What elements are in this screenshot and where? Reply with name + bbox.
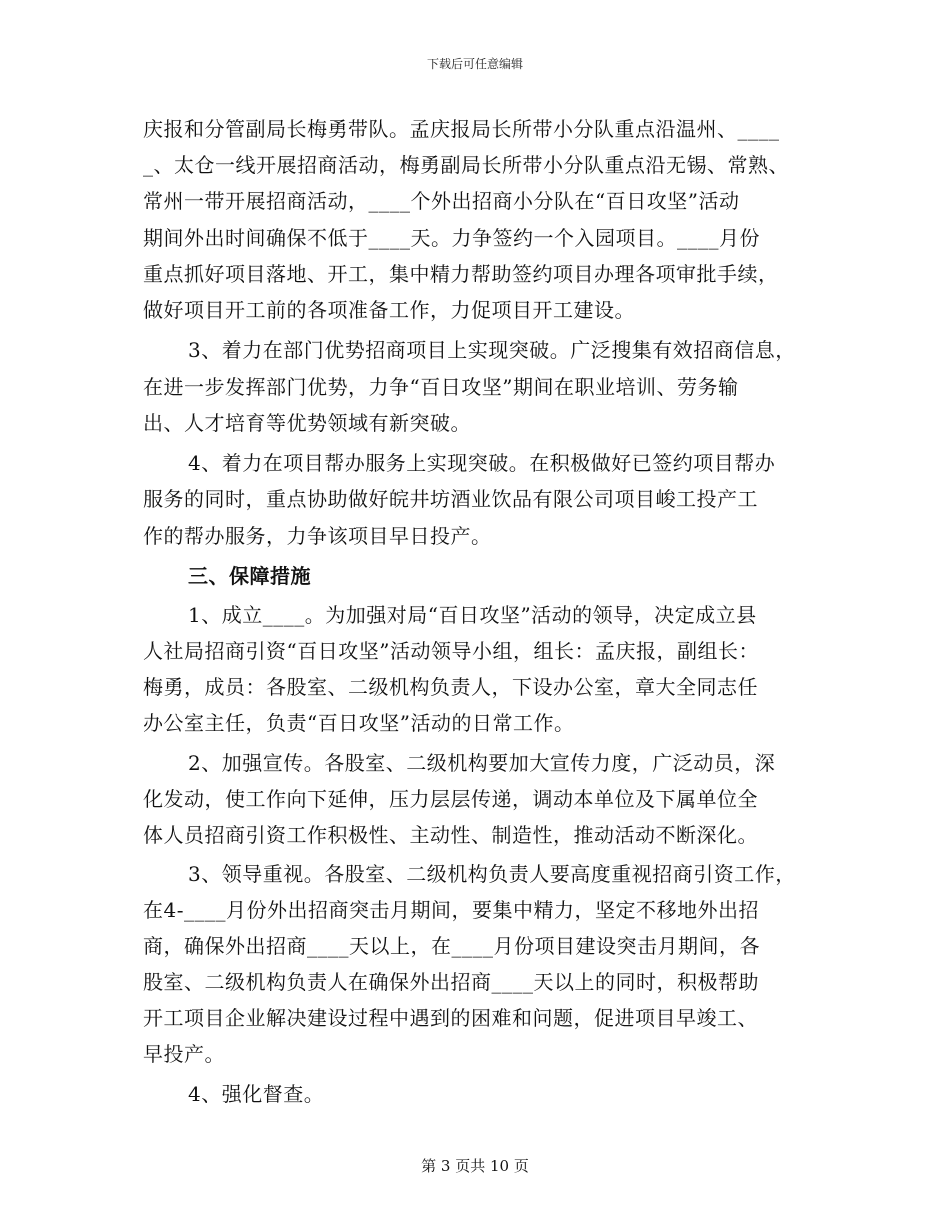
paragraph-line: _、太仓一线开展招商活动，梅勇副局长所带小分队重点沿无锡、常熟、: [143, 153, 789, 177]
paragraph-line: 商，确保外出招商____天以上，在____月份项目建设突击月期间，各: [143, 934, 760, 958]
paragraph-line: 重点抓好项目落地、开工，集中精力帮助签约项目办理各项审批手续，: [143, 262, 779, 286]
paragraph-line: 服务的同时，重点协助做好皖井坊酒业饮品有限公司项目峻工投产工: [143, 487, 758, 511]
paragraph-line: 股室、二级机构负责人在确保外出招商____天以上的同时，积极帮助: [143, 970, 759, 994]
paragraph-line: 期间外出时间确保不低于____天。力争签约一个入园项目。____月份: [143, 226, 760, 250]
paragraph-line: 办公室主任，负责“百日攻坚”活动的日常工作。: [143, 711, 575, 735]
paragraph-line: 3、着力在部门优势招商项目上实现突破。广泛搜集有效招商信息，: [188, 338, 796, 362]
paragraph-line: 4、着力在项目帮办服务上实现突破。在积极做好已签约项目帮办: [188, 451, 776, 475]
paragraph-line: 4、强化督查。: [188, 1082, 325, 1106]
paragraph-line: 常州一带开展招商活动，____个外出招商小分队在“百日攻坚”活动: [143, 189, 740, 213]
paragraph-line: 体人员招商引资工作积极性、主动性、制造性，推动活动不断深化。: [143, 823, 758, 847]
page-header: 下载后可任意编辑: [426, 57, 523, 71]
paragraph-line: 开工项目企业解决建设过程中遇到的困难和问题，促进项目早竣工、: [143, 1006, 758, 1030]
section-heading: 三、保障措施: [188, 564, 311, 588]
page-footer: 第 3 页共 10 页: [421, 1157, 529, 1175]
paragraph-line: 人社局招商引资“百日攻坚”活动领导小组，组长：孟庆报，副组长：: [143, 639, 759, 663]
paragraph-line: 2、加强宣传。各股室、二级机构要加大宣传力度，广泛动员，深: [188, 751, 776, 775]
paragraph-line: 在进一步发挥部门优势，力争“百日攻坚”期间在职业培训、劳务输: [143, 375, 739, 399]
paragraph-line: 3、领导重视。各股室、二级机构负责人要高度重视招商引资工作，: [188, 862, 796, 886]
paragraph-line: 梅勇，成员：各股室、二级机构负责人，下设办公室，章大全同志任: [143, 675, 758, 699]
paragraph-line: 做好项目开工前的各项准备工作，力促项目开工建设。: [143, 298, 635, 322]
paragraph-line: 早投产。: [143, 1042, 225, 1066]
paragraph-line: 出、人才培育等优势领域有新突破。: [143, 411, 471, 435]
paragraph-line: 作的帮办服务，力争该项目早日投产。: [143, 524, 492, 548]
paragraph-line: 庆报和分管副局长梅勇带队。孟庆报局长所带小分队重点沿温州、____: [143, 117, 780, 141]
paragraph-line: 化发动，使工作向下延伸，压力层层传递，调动本单位及下属单位全: [143, 787, 758, 811]
paragraph-line: 在4-____月份外出招商突击月期间，要集中精力，坚定不移地外出招: [143, 898, 759, 922]
paragraph-line: 1、成立____。为加强对局“百日攻坚”活动的领导，决定成立县: [188, 603, 757, 627]
